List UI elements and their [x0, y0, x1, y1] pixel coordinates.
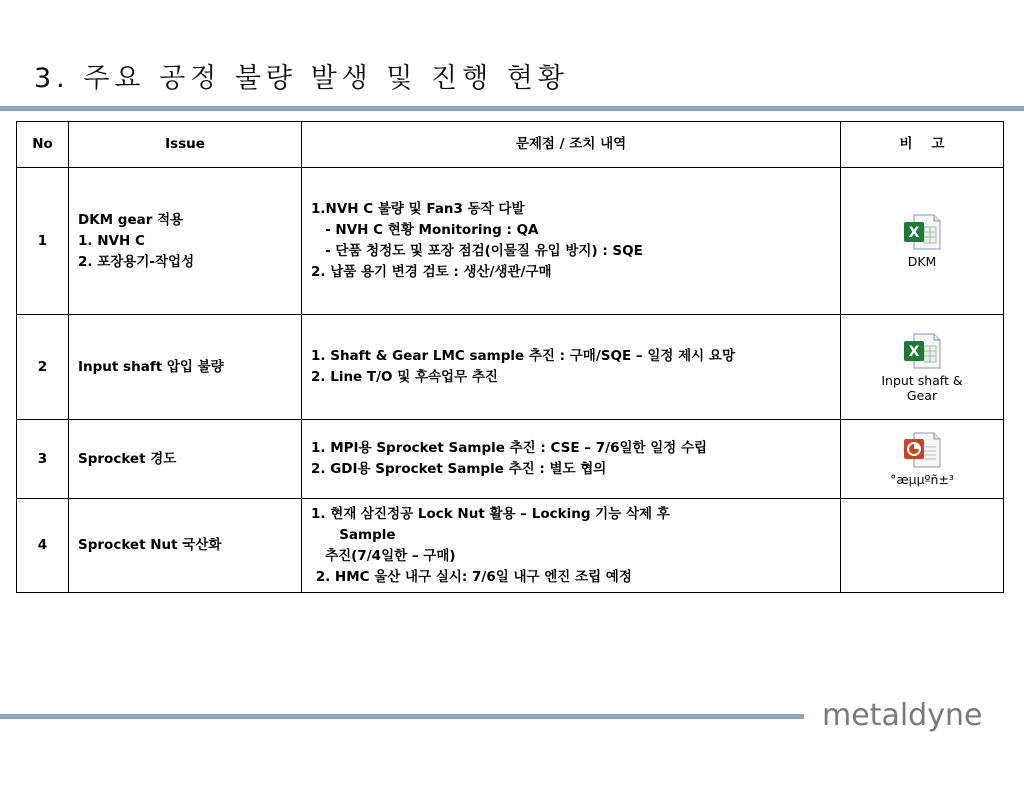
excel-file-icon [902, 332, 942, 370]
action-line: 1. Shaft & Gear LMC sample 추진 : 구매/SQE – 일정 제시 요망 [311, 348, 735, 364]
action-line: 1.NVH C 불량 및 Fan3 동작 다발 [311, 201, 525, 217]
action-line: Sample [311, 526, 396, 543]
svg-text:X: X [908, 343, 920, 360]
issue-line: DKM gear 적용 [78, 211, 184, 228]
actions-cell [302, 499, 841, 593]
action-line: - 단품 청정도 및 포장 점검(이물질 유입 방지) : SQE [311, 243, 643, 259]
actions-cell [302, 168, 841, 315]
header-no: No [17, 122, 69, 168]
file-label [908, 254, 937, 269]
note-cell [841, 499, 1004, 593]
table-row [17, 420, 1004, 499]
note-cell [841, 168, 1004, 315]
row-number: 3 [17, 420, 69, 499]
issue-cell [69, 420, 302, 499]
action-line: 2. HMC 울산 내구 실시: 7/6일 내구 엔진 조립 예정 [311, 568, 632, 585]
file-label [890, 472, 954, 487]
action-line: 2. Line T/O 및 후속업무 추진 [311, 369, 498, 385]
header-note: 비 고 [841, 122, 1004, 168]
row-number: 1 [17, 168, 69, 315]
issue-line: Input shaft 압입 불량 [78, 358, 224, 375]
file-label-line: Gear [906, 387, 938, 403]
embedded-file-dkm[interactable] [841, 213, 1003, 269]
file-label-line: °æµµºñ±³ [890, 472, 954, 487]
embedded-file-presentation[interactable] [841, 431, 1003, 487]
table-row [17, 499, 1004, 593]
file-label-line: DKM [907, 254, 937, 269]
excel-file-icon [902, 213, 942, 251]
row-number: 4 [17, 499, 69, 593]
issue-cell [69, 315, 302, 420]
file-label-line: Input shaft & [881, 372, 963, 388]
note-cell [841, 315, 1004, 420]
metaldyne-logo: metaldyne [822, 698, 983, 733]
actions-cell [302, 315, 841, 420]
issue-cell [69, 168, 302, 315]
top-divider [0, 106, 1024, 111]
action-line: 추진(7/4일한 – 구매) [311, 547, 456, 564]
svg-text:X: X [908, 225, 920, 241]
action-line: 1. MPI용 Sprocket Sample 추진 : CSE – 7/6일한 일정 수립 [311, 440, 708, 456]
header-row [17, 122, 1004, 168]
status-table [16, 121, 1004, 593]
issue-line: Sprocket Nut 국산화 [78, 537, 222, 553]
issue-line: 2. 포장용기-작업성 [78, 253, 195, 270]
embedded-file-input-shaft[interactable] [841, 332, 1003, 403]
action-line: 1. 현재 삼진정공 Lock Nut 활용 – Locking 기능 삭제 후 [311, 505, 670, 522]
actions-cell [302, 420, 841, 499]
table-row [17, 315, 1004, 420]
note-cell [841, 420, 1004, 499]
action-line: 2. GDI용 Sprocket Sample 추진 : 별도 협의 [311, 461, 607, 477]
issue-line: Sprocket 경도 [78, 450, 177, 467]
bottom-divider [0, 714, 804, 719]
powerpoint-file-icon [902, 431, 942, 469]
action-line: - NVH C 현황 Monitoring : QA [311, 222, 539, 238]
slide-title: 3. 주요 공정 불량 발생 및 진행 현황 [34, 63, 569, 94]
file-label [881, 373, 962, 403]
table-row [17, 168, 1004, 315]
header-issue: Issue [69, 122, 302, 168]
issue-line: 1. NVH C [78, 232, 145, 249]
row-number: 2 [17, 315, 69, 420]
header-actions: 문제점 / 조치 내역 [302, 122, 841, 168]
action-line: 2. 납품 용기 변경 검토 : 생산/생관/구매 [311, 264, 552, 280]
issue-cell [69, 499, 302, 593]
